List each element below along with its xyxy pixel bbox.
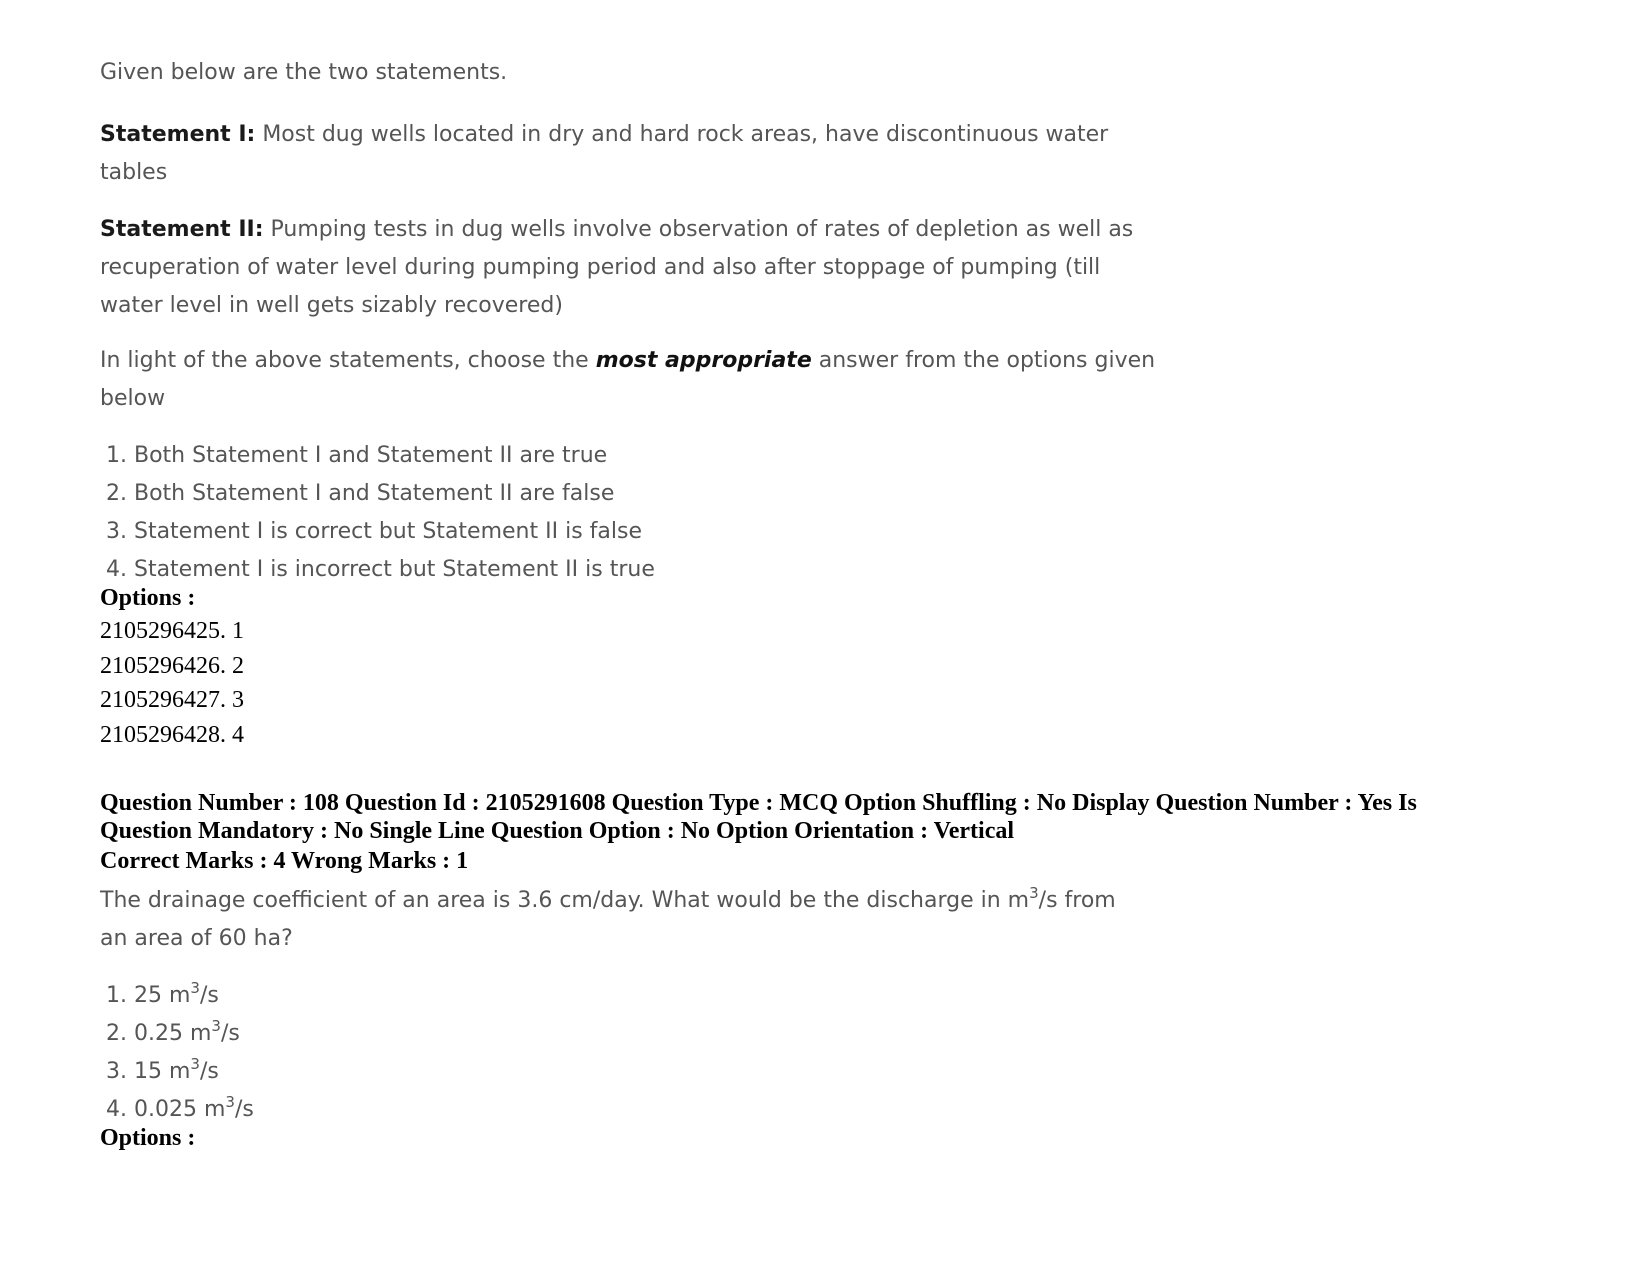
q2-question-line2: an area of 60 ha?: [100, 926, 293, 951]
q2-choice-3-suffix: /s: [199, 1059, 219, 1084]
q2-choice-1-prefix: 1. 25 m: [106, 983, 191, 1008]
statement-1-text-line1: Most dug wells located in dry and hard rock areas, have discontinuous water: [262, 122, 1109, 147]
q2-choice-2: [106, 1015, 254, 1053]
q2-choice-3-sup: 3: [190, 1055, 200, 1073]
q2-choice-4-prefix: 4. 0.025 m: [106, 1097, 226, 1122]
q1-choice-1: 1. Both Statement I and Statement II are true: [106, 443, 608, 468]
q1-options-label: Options :: [100, 585, 196, 611]
q2-question-sup: 3: [1029, 884, 1039, 902]
q2-choice-3: [106, 1053, 254, 1091]
q2-question-part1: The drainage coefficient of an area is 3.6 cm/day. What would be the discharge in m: [100, 888, 1030, 913]
q1-choice-2: 2. Both Statement I and Statement II are false: [106, 481, 615, 506]
q1-option-id-list: [100, 614, 244, 752]
q2-choice-3-prefix: 3. 15 m: [106, 1059, 191, 1084]
q1-prompt: [100, 342, 1155, 418]
q2-choice-4-suffix: /s: [234, 1097, 254, 1122]
prompt-line2: below: [100, 386, 166, 411]
q2-choice-4-sup: 3: [225, 1093, 235, 1111]
q1-intro: Given below are the two statements.: [100, 60, 508, 85]
q2-choice-list: [106, 977, 254, 1129]
q1-choice-list: [106, 437, 655, 589]
q1-choice-3: 3. Statement I is correct but Statement II is false: [106, 519, 642, 544]
q2-choice-2-suffix: /s: [220, 1021, 240, 1046]
statement-2-text-line1: Pumping tests in dug wells involve observation of rates of depletion as well as: [270, 217, 1134, 242]
q2-options-label: Options :: [100, 1125, 196, 1151]
prompt-before: In light of the above statements, choose the: [100, 348, 589, 373]
statement-1-text-line2: tables: [100, 160, 168, 185]
q2-choice-4: [106, 1091, 254, 1129]
q2-meta-line1: Question Number : 108 Question Id : 2105291608 Question Type : MCQ Option Shuffling : No Display Question Number : Yes Is: [100, 790, 1417, 816]
q2-meta: [100, 789, 1417, 845]
q2-choice-1-suffix: /s: [199, 983, 219, 1008]
statement-2-text-line2: recuperation of water level during pumping period and also after stoppage of pumping (till: [100, 255, 1101, 280]
q1-option-id-4: 2105296428. 4: [100, 721, 244, 748]
q2-question-part2: /s from: [1038, 888, 1116, 913]
q2-meta-line2: Question Mandatory : No Single Line Question Option : No Option Orientation : Vertical: [100, 818, 1015, 844]
statement-1-label: Statement I:: [100, 122, 256, 147]
q1-statement-1: [100, 116, 1108, 192]
q1-choice-4: 4. Statement I is incorrect but Statement II is true: [106, 557, 655, 582]
q2-choice-1-sup: 3: [190, 979, 200, 997]
statement-2-label: Statement II:: [100, 217, 264, 242]
q2-choice-2-sup: 3: [211, 1017, 221, 1035]
q1-statement-2: [100, 211, 1133, 325]
statement-2-text-line3: water level in well gets sizably recovered): [100, 293, 563, 318]
q2-marks: Correct Marks : 4 Wrong Marks : 1: [100, 848, 469, 874]
q2-question-text: [100, 882, 1116, 958]
q1-option-id-2: 2105296426. 2: [100, 652, 244, 679]
q2-choice-2-prefix: 2. 0.25 m: [106, 1021, 212, 1046]
prompt-after: answer from the options given: [818, 348, 1156, 373]
q2-choice-1: [106, 977, 254, 1015]
prompt-emphasis: most appropriate: [595, 348, 812, 373]
q1-option-id-3: 2105296427. 3: [100, 687, 244, 714]
q1-option-id-1: 2105296425. 1: [100, 618, 244, 644]
